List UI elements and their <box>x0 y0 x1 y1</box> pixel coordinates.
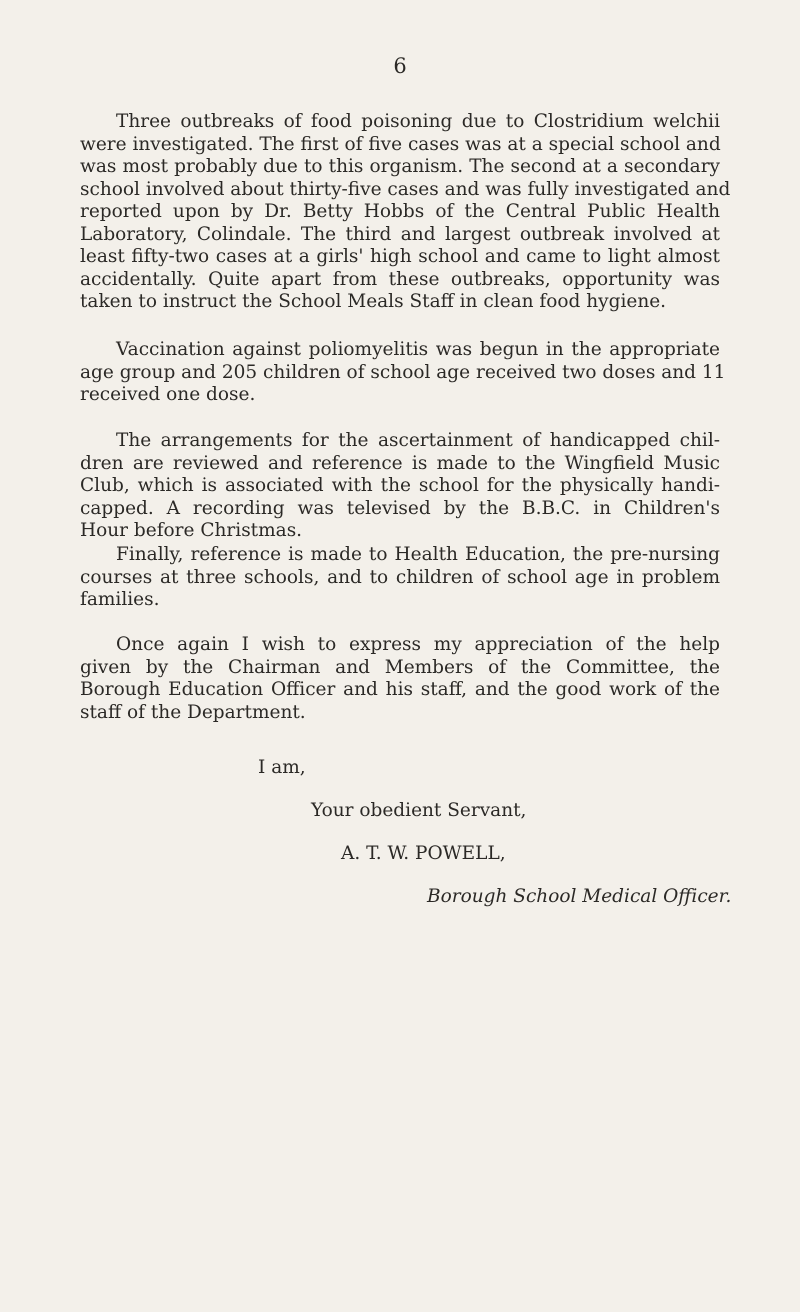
paragraph-handicapped-children <box>80 430 720 543</box>
paragraph-line: staff of the Department. <box>80 701 306 723</box>
paragraph-line: Three outbreaks of food poisoning due to Clostridium welchii <box>116 111 720 132</box>
paragraph-line: were investigated. The first of five cases was at a special school and <box>80 133 721 155</box>
paragraph-line: least fifty-two cases at a girls' high school and came to light almost <box>80 246 720 267</box>
paragraph-line: taken to instruct the School Meals Staff in clean food hygiene. <box>80 291 667 312</box>
paragraph-line: dren are reviewed and reference is made to the Wingfield Music <box>80 452 720 474</box>
paragraph-line: Finally, reference is made to Health Education, the pre-nursing <box>116 544 720 565</box>
paragraph-health-education <box>80 544 720 612</box>
paragraph-line: Laboratory, Colindale. The third and largest outbreak involved at <box>80 223 720 245</box>
closing-salutation: I am, <box>258 757 306 778</box>
paragraph-line: Once again I wish to express my appreciation of the help <box>116 634 720 655</box>
paragraph-line: accidentally. Quite apart from these outbreaks, opportunity was <box>80 268 720 290</box>
paragraph-line: given by the Chairman and Members of the Committee, the <box>80 656 720 678</box>
paragraph-vaccination <box>80 339 726 407</box>
signatory-name: A. T. W. POWELL, <box>341 843 506 864</box>
signatory-title: Borough School Medical Officer. <box>427 886 732 907</box>
paragraph-line: Borough Education Officer and his staff, and the good work of the <box>80 679 720 700</box>
closing-valediction: Your obedient Servant, <box>311 800 527 821</box>
paragraph-line: courses at three schools, and to children of school age in problem <box>80 566 720 588</box>
paragraph-line: Club, which is associated with the school for the physically handi- <box>80 475 720 496</box>
paragraph-appreciation <box>80 634 720 724</box>
page-number: 6 <box>393 54 407 78</box>
paragraph-line: was most probably due to this organism. The second at a secondary <box>80 156 720 177</box>
paragraph-line: school involved about thirty-five cases and was fully investigated and <box>80 178 731 200</box>
paragraph-line: reported upon by Dr. Betty Hobbs of the Central Public Health <box>80 201 720 222</box>
paragraph-line: Hour before Christmas. <box>80 520 303 541</box>
paragraph-line: families. <box>80 589 160 610</box>
paragraph-line: age group and 205 children of school age received two doses and 11 <box>80 361 726 383</box>
paragraph-food-poisoning <box>80 111 731 314</box>
paragraph-line: received one dose. <box>80 384 256 405</box>
paragraph-line: capped. A recording was televised by the B.B.C. in Children's <box>80 497 720 519</box>
paragraph-line: Vaccination against poliomyelitis was begun in the appropriate <box>116 339 720 360</box>
paragraph-line: The arrangements for the ascertainment of handicapped chil- <box>116 430 720 451</box>
